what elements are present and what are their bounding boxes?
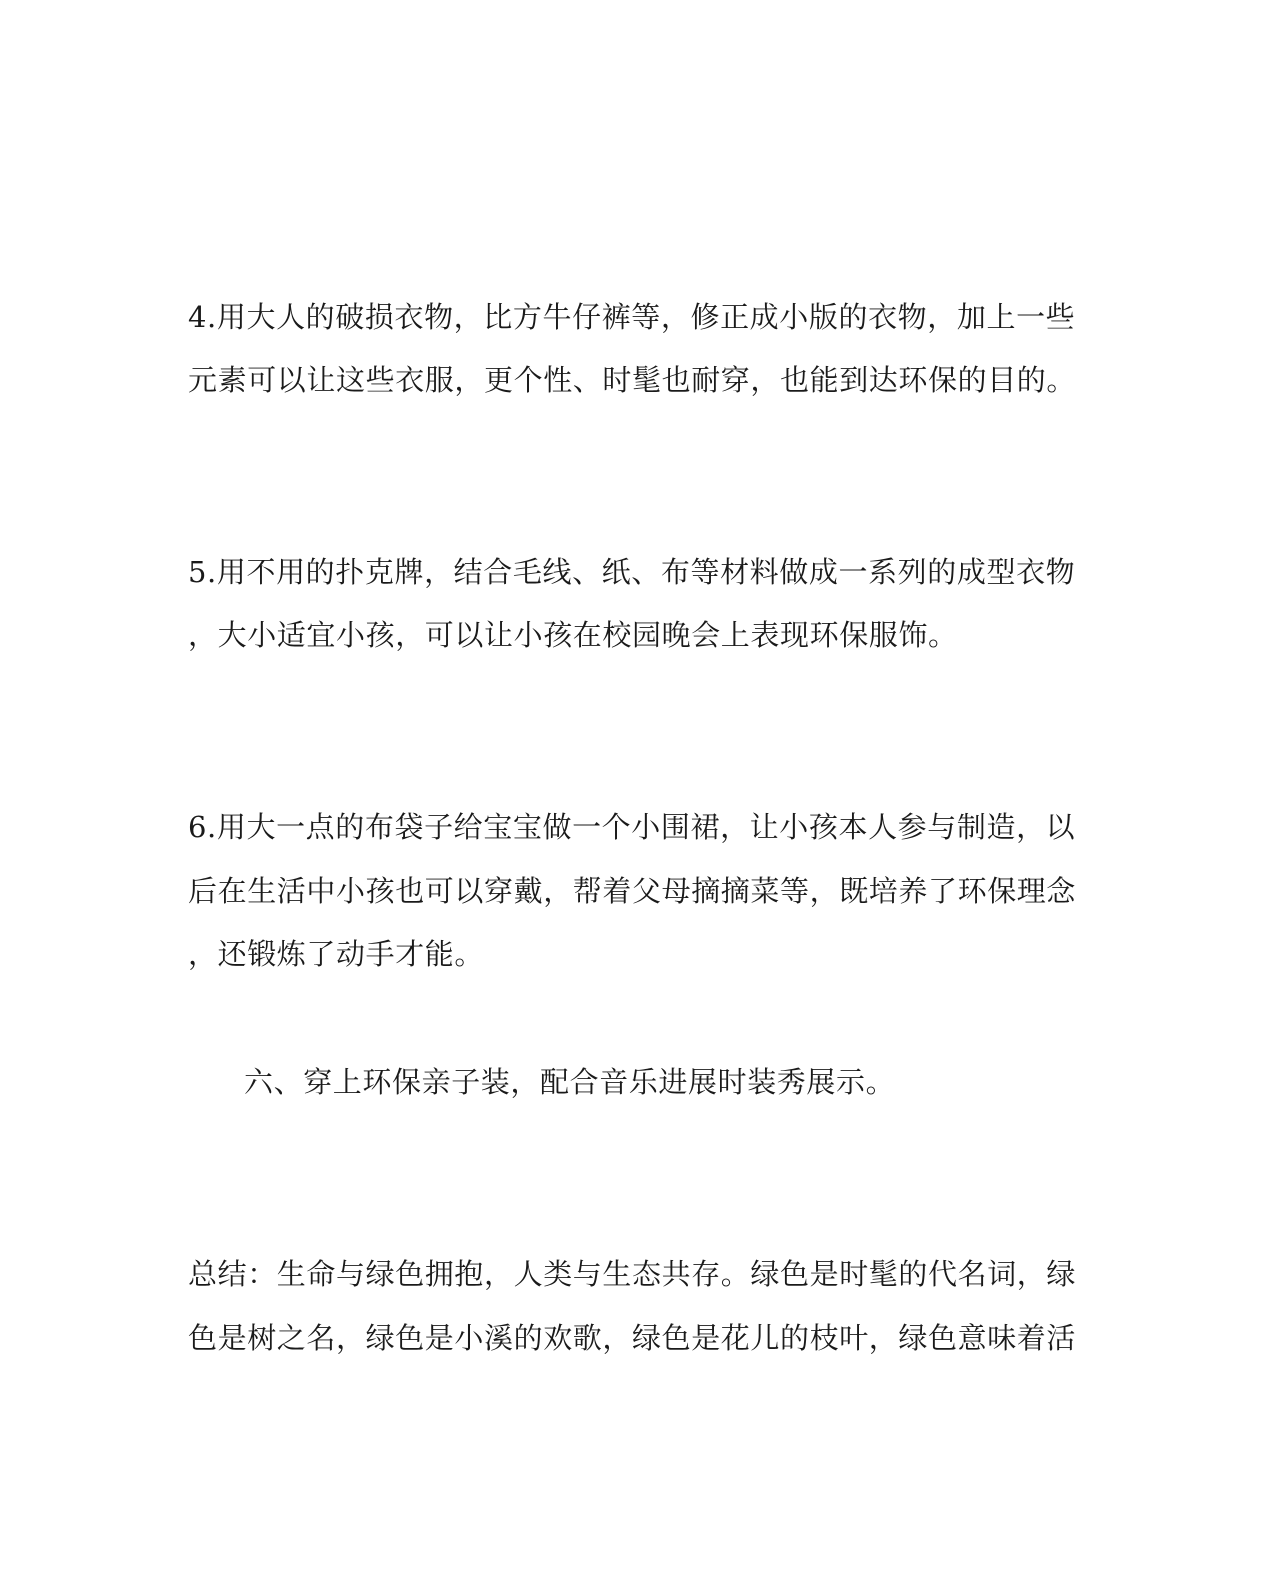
text-line: 色是树之名，绿色是小溪的欢歌，绿色是花儿的枝叶，绿色意味着活 (188, 1321, 1077, 1355)
text-line: 六、穿上环保亲子装，配合音乐进展时装秀展示。 (244, 1065, 896, 1099)
text-line: ，大小适宜小孩，可以让小孩在校园晚会上表现环保服饰。 (188, 618, 958, 652)
text-line: 后在生活中小孩也可以穿戴，帮着父母摘摘菜等，既培养了环保理念 (188, 874, 1077, 908)
text-line: 6.用大一点的布袋子给宝宝做一个小围裙，让小孩本人参与制造，以 (188, 810, 1076, 844)
text-line: ，还锻炼了动手才能。 (188, 937, 485, 971)
text-line: 元素可以让这些衣服，更个性、时髦也耐穿，也能到达环保的目的。 (188, 363, 1077, 397)
text-line: 5.用不用的扑克牌，结合毛线、纸、布等材料做成一系列的成型衣物 (188, 555, 1076, 589)
text-line: 总结：生命与绿色拥抱，人类与生态共存。绿色是时髦的代名词，绿 (188, 1257, 1077, 1291)
text-line: 4.用大人的破损衣物，比方牛仔裤等，修正成小版的衣物，加上一些 (188, 300, 1076, 334)
